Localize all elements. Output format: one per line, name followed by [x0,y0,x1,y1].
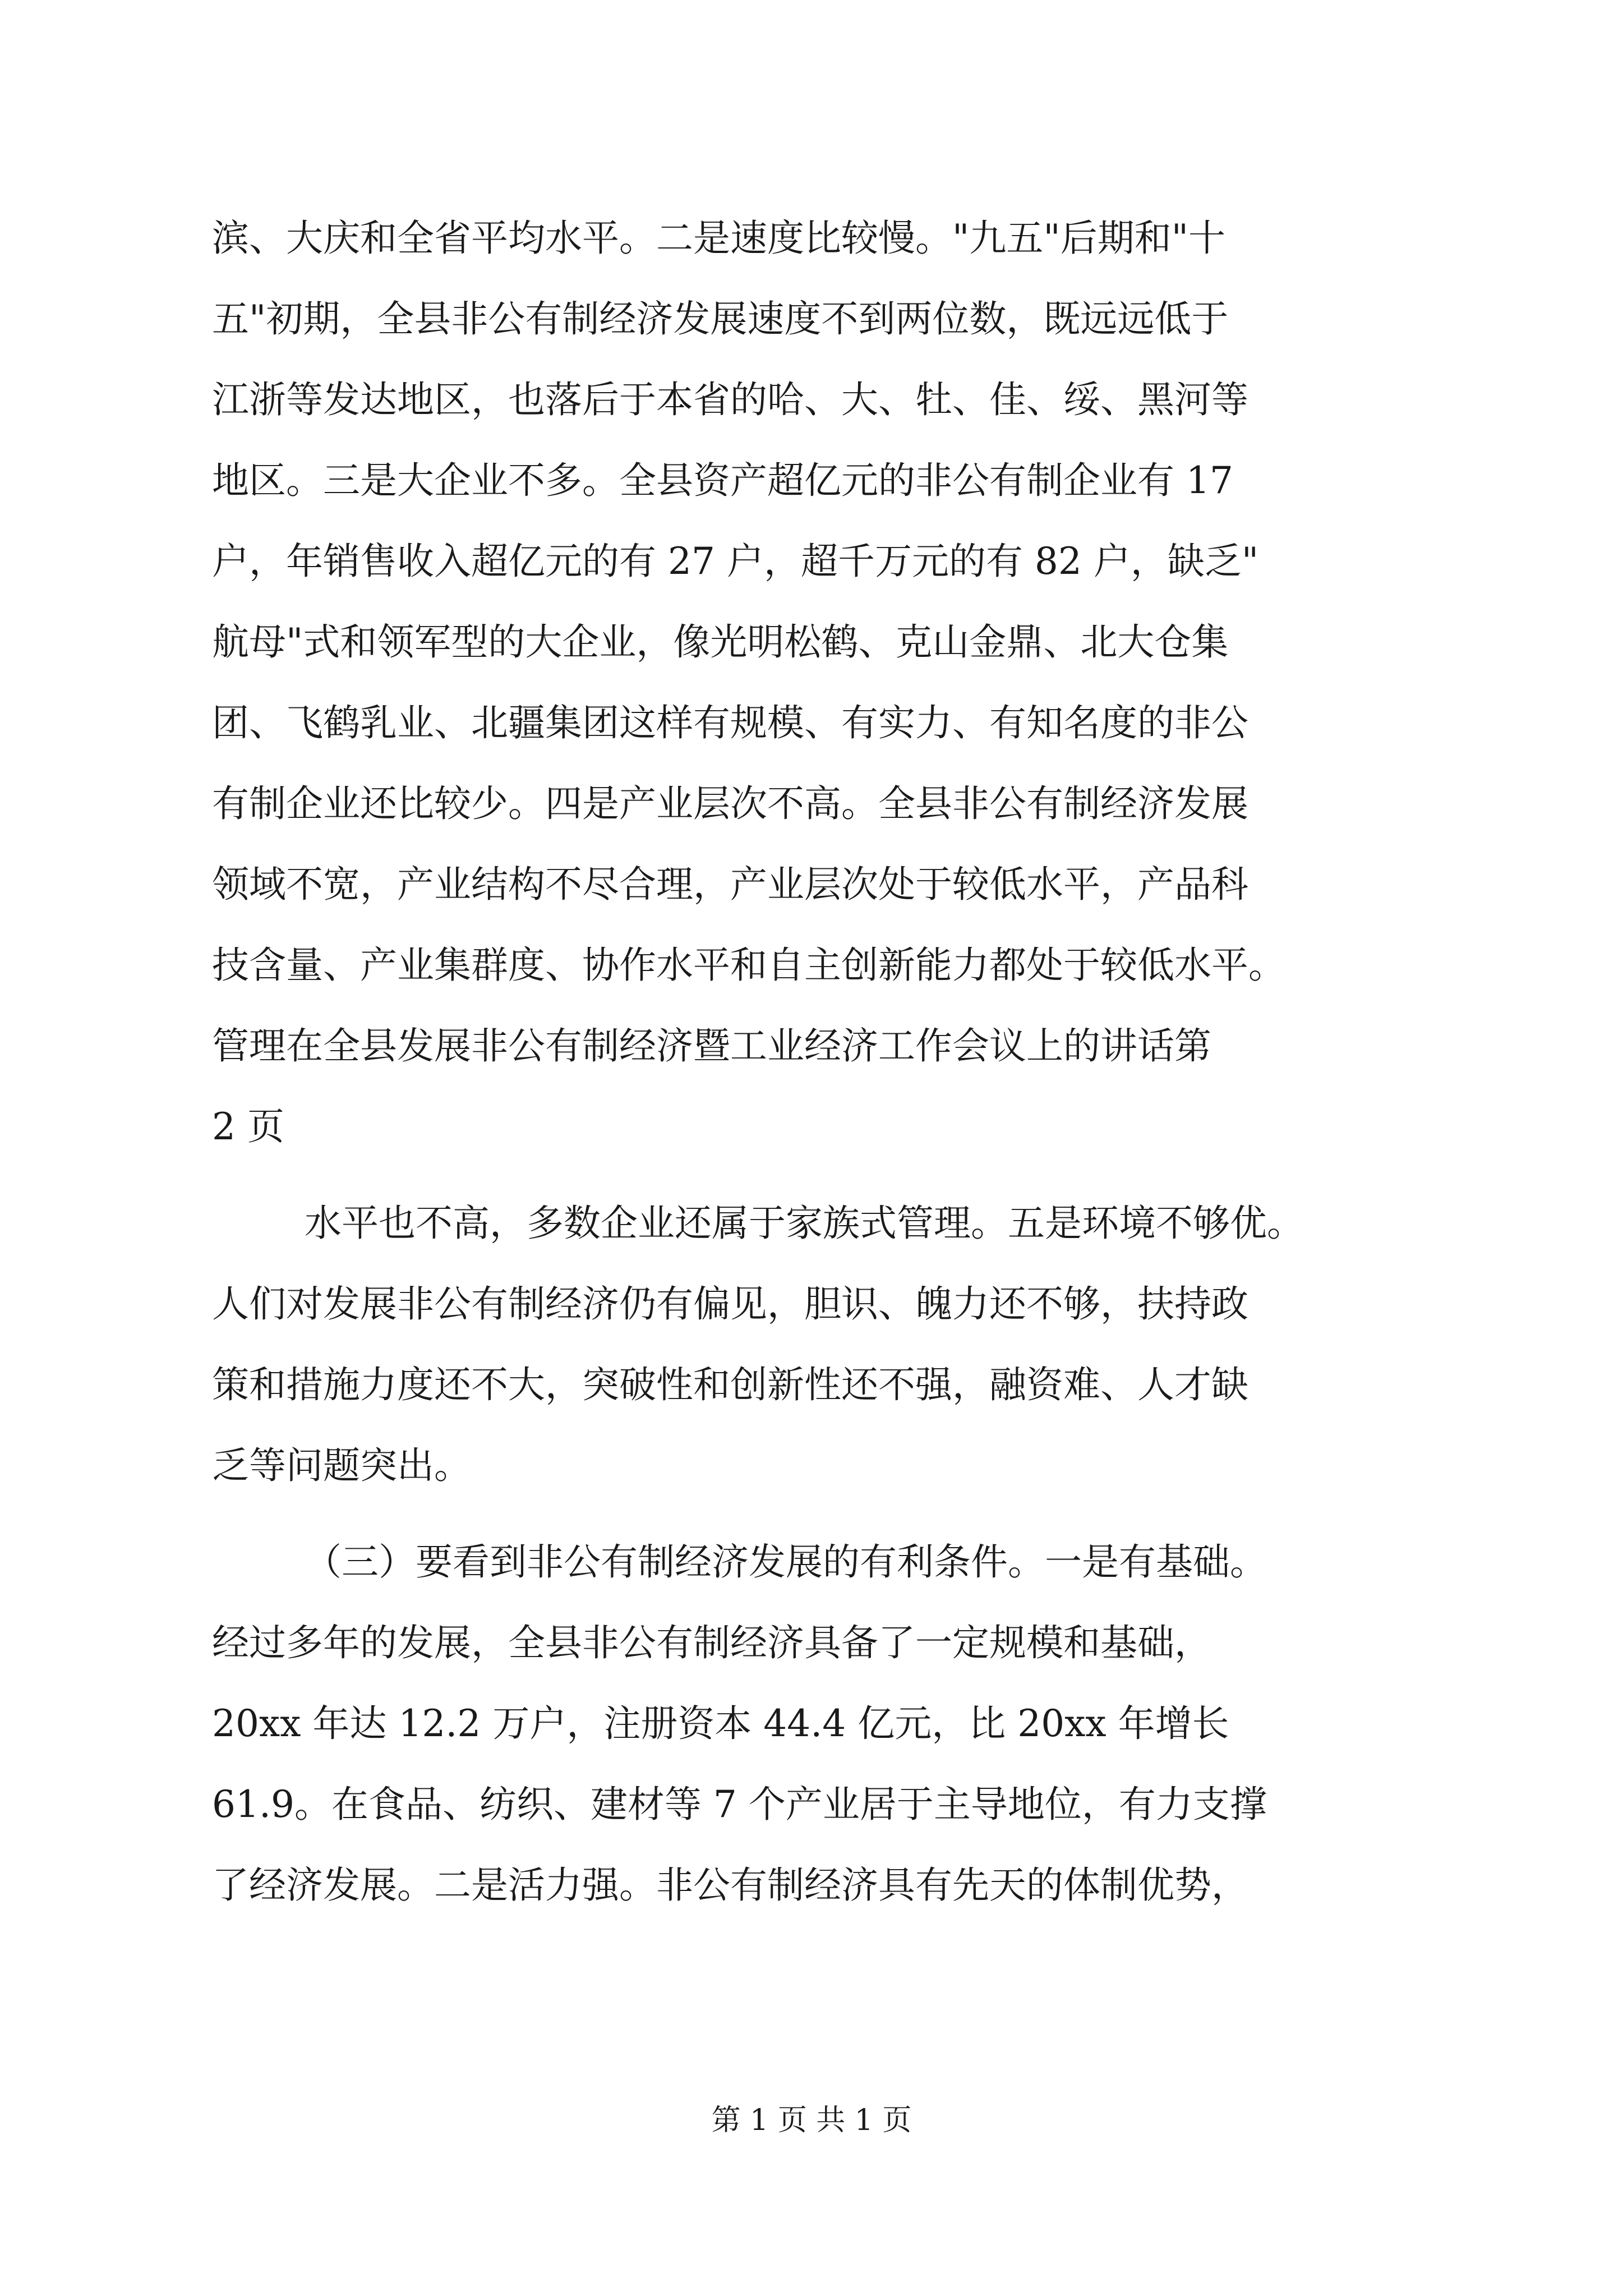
text-line: 61.9。在食品、纺织、建材等 7 个产业居于主导地位，有力支撑 [212,1783,1267,1826]
text-line: 管理在全县发展非公有制经济暨工业经济工作会议上的讲话第 [212,1024,1211,1068]
text-line: 乏等问题突出。 [212,1444,471,1487]
text-line: 领域不宽，产业结构不尽合理，产业层次处于较低水平，产品科 [212,863,1248,906]
text-line: 经过多年的发展，全县非公有制经济具备了一定规模和基础， [212,1621,1211,1664]
text-line: 团、飞鹤乳业、北疆集团这样有规模、有实力、有知名度的非公 [212,701,1248,744]
text-line: 20xx 年达 12.2 万户，注册资本 44.4 亿元，比 20xx 年增长 [212,1702,1229,1745]
text-line: 策和措施力度还不大，突破性和创新性还不强，融资难、人才缺 [212,1363,1248,1406]
text-line: 滨、大庆和全省平均水平。二是速度比较慢。"九五"后期和"十 [212,217,1226,260]
text-line: 技含量、产业集群度、协作水平和自主创新能力都处于较低水平。 [212,944,1285,987]
text-line: 人们对发展非公有制经济仍有偏见，胆识、魄力还不够，扶持政 [212,1282,1248,1326]
paragraph-start-line: 水平也不高，多数企业还属于家族式管理。五是环境不够优。 [305,1202,1304,1245]
text-line: 2 页 [212,1105,284,1148]
text-line: 了经济发展。二是活力强。非公有制经济具有先天的体制优势， [212,1864,1248,1907]
text-line: 五"初期，全县非公有制经济发展速度不到两位数，既远远低于 [212,297,1229,341]
text-line: 航母"式和领军型的大企业，像光明松鹤、克山金鼎、北大仓集 [212,620,1229,664]
text-line: 地区。三是大企业不多。全县资产超亿元的非公有制企业有 17 [212,459,1233,502]
page-number-footer: 第 1 页 共 1 页 [711,2104,912,2137]
text-line: 江浙等发达地区，也落后于本省的哈、大、牡、佳、绥、黑河等 [212,378,1248,421]
text-line: 有制企业还比较少。四是产业层次不高。全县非公有制经济发展 [212,782,1248,825]
text-line: 户，年销售收入超亿元的有 27 户，超千万元的有 82 户，缺乏" [212,540,1259,583]
section-heading-line: （三）要看到非公有制经济发展的有利条件。一是有基础。 [305,1540,1267,1584]
